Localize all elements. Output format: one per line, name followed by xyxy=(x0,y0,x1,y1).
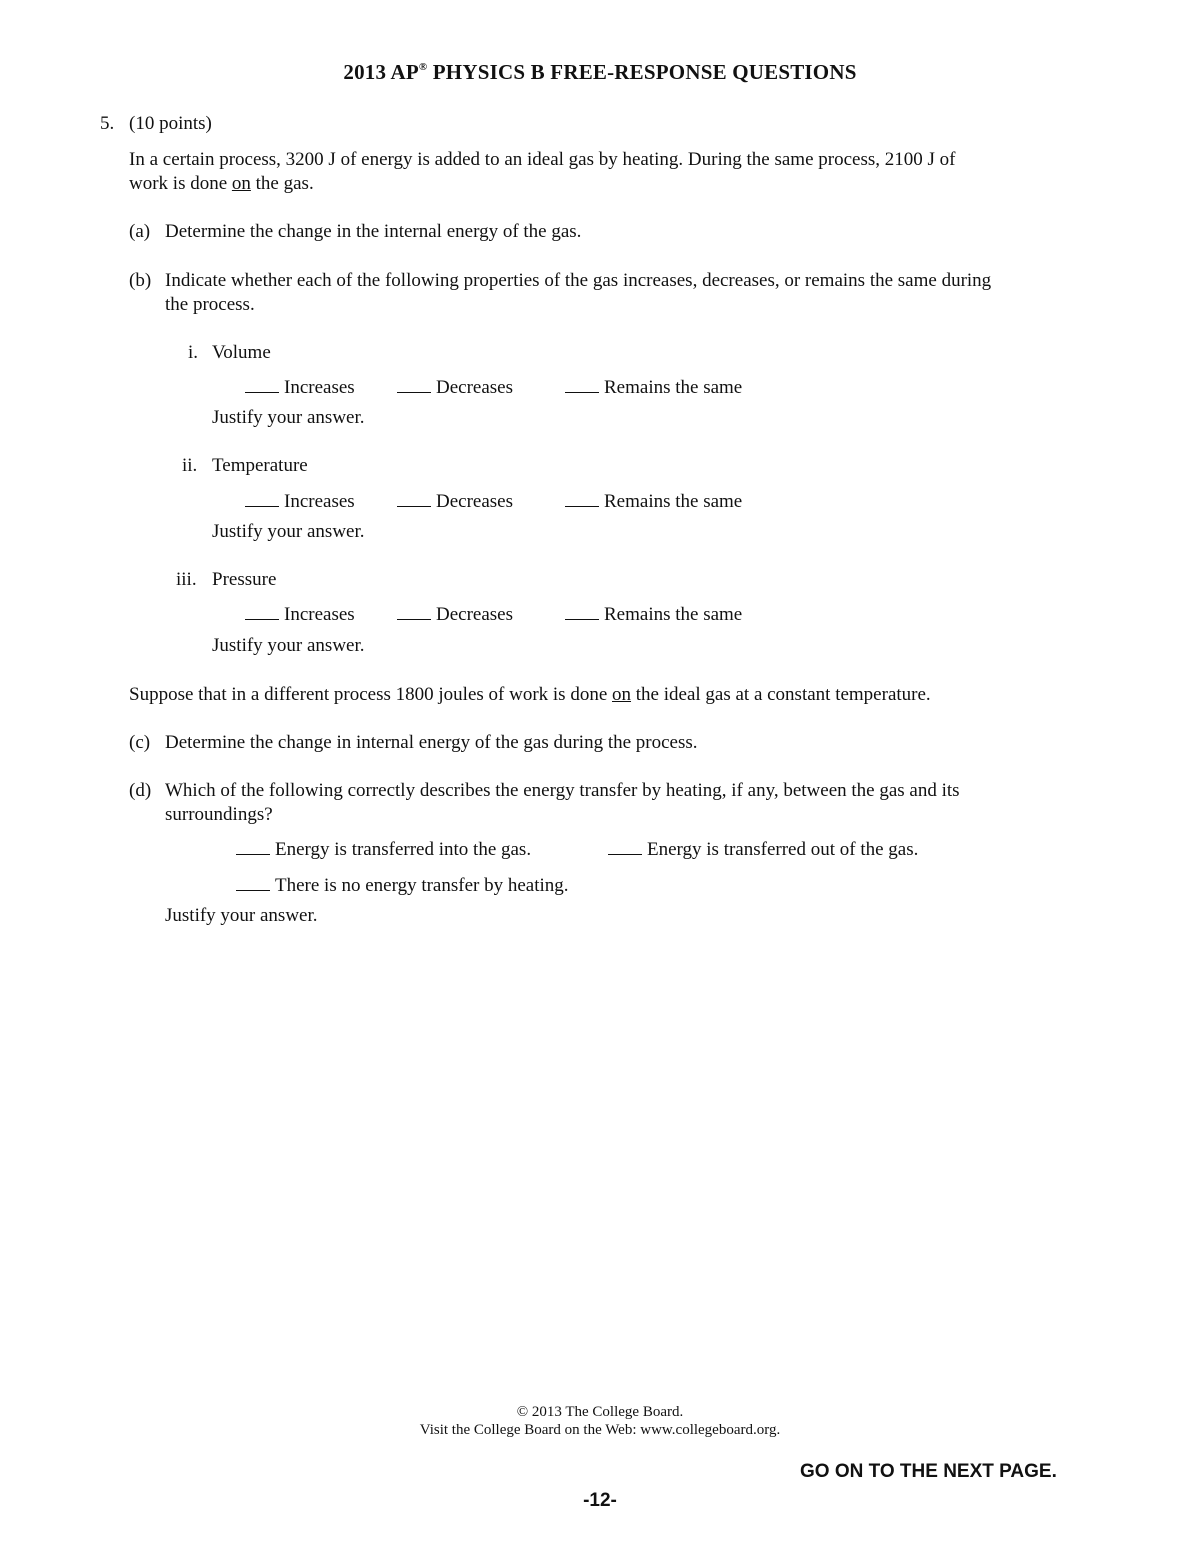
pressure-option-increases[interactable]: Increases xyxy=(245,603,355,627)
intro-line-1: In a certain process, 3200 J of energy is added to an ideal gas by heating. During the same process, 2100 J of xyxy=(129,149,956,170)
part-d-label: (d) xyxy=(129,780,152,801)
justify-part-d: Justify your answer. xyxy=(165,905,318,926)
part-c-text: Determine the change in internal energy of the gas during the process. xyxy=(165,732,698,753)
answer-blank[interactable] xyxy=(245,490,279,507)
part-a-label: (a) xyxy=(129,221,151,242)
sub-item-label: i. xyxy=(188,342,199,363)
sub-item-temperature: Temperature xyxy=(212,455,308,476)
sub-item-label: iii. xyxy=(176,569,197,590)
part-b-text-2: the process. xyxy=(165,294,255,315)
answer-blank[interactable] xyxy=(236,838,270,855)
suppose-text: Suppose that in a different process 1800 joules of work is done on the ideal gas at a constant temperature. xyxy=(129,684,931,705)
answer-blank[interactable] xyxy=(236,874,270,891)
part-d-option-out[interactable]: Energy is transferred out of the gas. xyxy=(608,838,918,862)
justify-pressure: Justify your answer. xyxy=(212,635,365,656)
answer-blank[interactable] xyxy=(245,603,279,620)
part-d-option-into[interactable]: Energy is transferred into the gas. xyxy=(236,838,531,862)
part-b-label: (b) xyxy=(129,270,152,291)
part-d-text-1: Which of the following correctly describes the energy transfer by heating, if any, between the gas and its xyxy=(165,780,960,801)
emphasis-on: on xyxy=(231,173,251,194)
answer-blank[interactable] xyxy=(397,490,431,507)
pressure-option-decreases[interactable]: Decreases xyxy=(397,603,513,627)
justify-volume: Justify your answer. xyxy=(212,407,365,428)
part-c-label: (c) xyxy=(129,732,151,753)
justify-temperature: Justify your answer. xyxy=(212,521,365,542)
website-notice: Visit the College Board on the Web: www.collegeboard.org. xyxy=(419,1422,781,1438)
answer-blank[interactable] xyxy=(565,376,599,393)
question-number: 5. xyxy=(100,113,115,134)
answer-blank[interactable] xyxy=(565,603,599,620)
answer-blank[interactable] xyxy=(397,603,431,620)
next-page-notice: GO ON TO THE NEXT PAGE. xyxy=(800,1461,1057,1482)
temperature-option-decreases[interactable]: Decreases xyxy=(397,490,513,514)
part-b-text-1: Indicate whether each of the following properties of the gas increases, decreases, or remains the same during xyxy=(165,270,992,291)
volume-option-same[interactable]: Remains the same xyxy=(565,376,742,400)
copyright-notice: © 2013 The College Board. xyxy=(516,1404,684,1420)
sub-item-label: ii. xyxy=(182,455,198,476)
part-a-text: Determine the change in the internal energy of the gas. xyxy=(165,221,582,242)
emphasis-on: on xyxy=(612,684,632,705)
answer-blank[interactable] xyxy=(608,838,642,855)
answer-blank[interactable] xyxy=(565,490,599,507)
answer-blank[interactable] xyxy=(245,376,279,393)
sub-item-volume: Volume xyxy=(212,342,271,363)
page-number: -12- xyxy=(583,1490,617,1511)
answer-blank[interactable] xyxy=(397,376,431,393)
volume-option-decreases[interactable]: Decreases xyxy=(397,376,513,400)
part-d-option-none[interactable]: There is no energy transfer by heating. xyxy=(236,874,569,898)
sub-item-pressure: Pressure xyxy=(212,569,277,590)
temperature-option-same[interactable]: Remains the same xyxy=(565,490,742,514)
pressure-option-same[interactable]: Remains the same xyxy=(565,603,742,627)
page-title: 2013 AP® PHYSICS B FREE-RESPONSE QUESTIONS xyxy=(343,60,857,84)
temperature-option-increases[interactable]: Increases xyxy=(245,490,355,514)
part-d-text-2: surroundings? xyxy=(165,804,273,825)
volume-option-increases[interactable]: Increases xyxy=(245,376,355,400)
registered-mark: ® xyxy=(418,61,428,73)
intro-line-2: work is done on the gas. xyxy=(129,173,314,194)
question-points: (10 points) xyxy=(129,113,212,134)
